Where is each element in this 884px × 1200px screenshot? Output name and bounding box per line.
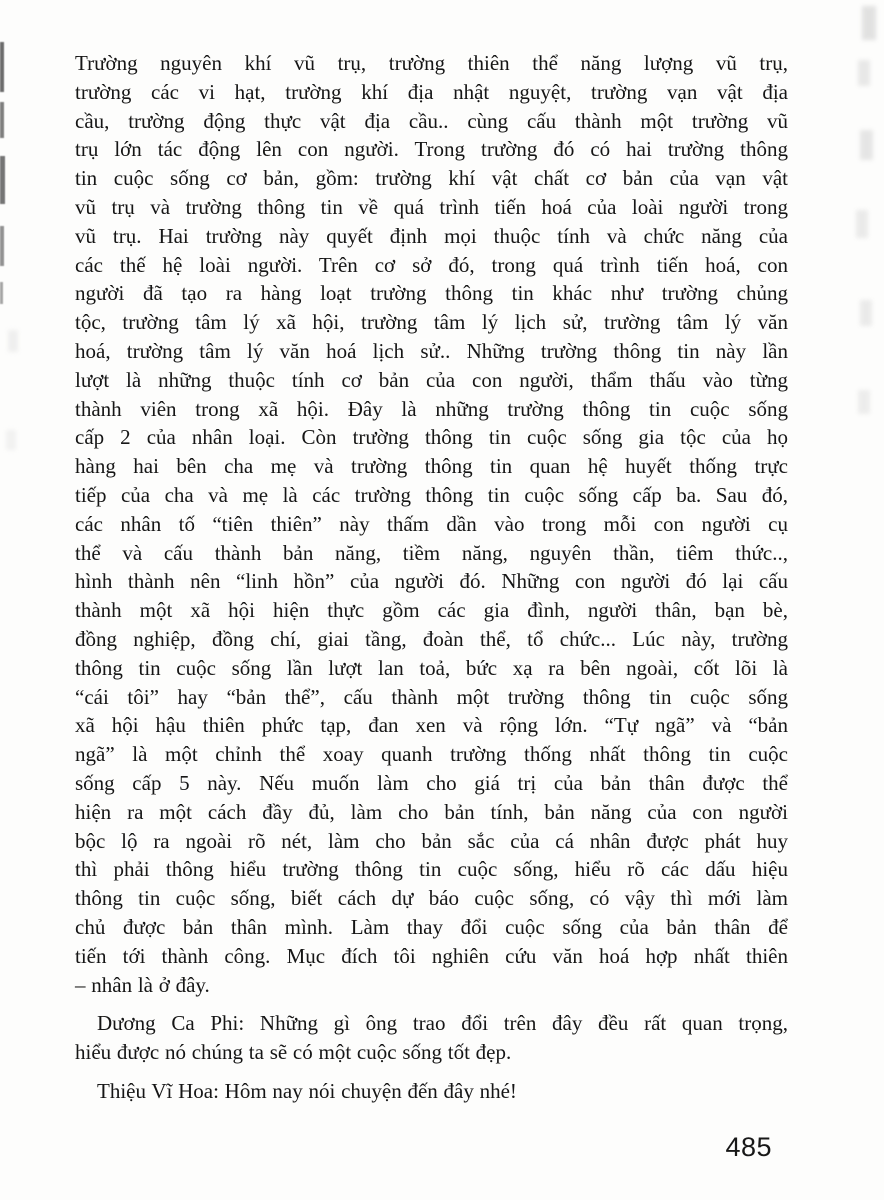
- scan-smudge: [862, 6, 876, 40]
- text-line: bộc lộ ra ngoài rõ nét, làm cho bản sắc của cá nhân được phát huy: [75, 828, 788, 853]
- body-text: [75, 49, 788, 1106]
- text-line: tộc, trường tâm lý xã hội, trường tâm lý lịch sử, trường tâm lý văn: [75, 310, 788, 335]
- text-line: hình thành nên “linh hồn” của người đó. Những con người đó lại cấu: [75, 569, 788, 594]
- scan-edge-mark: [0, 226, 4, 266]
- text-line: hiểu được nó chúng ta sẽ có một cuộc sống tốt đẹp.: [75, 1040, 512, 1065]
- text-line: thông tin cuộc sống, biết cách dự báo cuộc sống, có vậy thì mới làm: [75, 886, 788, 911]
- text-line: chủ được bản thân mình. Làm thay đổi cuộc sống của bản thân để: [75, 914, 788, 939]
- text-line: thành một xã hội hiện thực gồm các gia đình, người thân, bạn bè,: [75, 598, 788, 623]
- text-line: “cái tôi” hay “bản thể”, cấu thành một trường thông tin cuộc sống: [75, 684, 788, 709]
- text-line: cấp 2 của nhân loại. Còn trường thông tin cuộc sống gia tộc của họ: [75, 425, 788, 450]
- text-line: Dương Ca Phi: Những gì ông trao đổi trên đây đều rất quan trọng,: [97, 1011, 788, 1036]
- text-line: – nhân là ở đây.: [75, 972, 210, 997]
- text-line: thể và cấu thành bản năng, tiềm năng, nguyên thần, tiêm thức..,: [75, 540, 788, 565]
- text-line: đồng nghiệp, đồng chí, giai tầng, đoàn thể, tổ chức... Lúc này, trường: [75, 626, 788, 651]
- text-line: các thế hệ loài người. Trên cơ sở đó, trong quá trình tiến hoá, con: [75, 252, 788, 277]
- text-line: hiện ra một cách đầy đủ, làm cho bản tính, bản năng của con người: [75, 799, 788, 824]
- text-line: tiến tới thành công. Mục đích tôi nghiên cứu văn hoá hợp nhất thiên: [75, 943, 788, 968]
- text-line: thì phải thông hiểu trường thông tin cuộc sống, hiểu rõ các dấu hiệu: [75, 857, 788, 882]
- text-line: thành viên trong xã hội. Đây là những trường thông tin cuộc sống: [75, 396, 788, 421]
- paragraph: [75, 49, 788, 999]
- text-line: lượt là những thuộc tính cơ bản của con người, thẩm thấu vào từng: [75, 367, 788, 392]
- text-line: Thiệu Vĩ Hoa: Hôm nay nói chuyện đến đây nhé!: [97, 1078, 517, 1103]
- text-line: vũ trụ. Hai trường này quyết định mọi thuộc tính và chức năng của: [75, 223, 788, 248]
- paragraph: [75, 1009, 788, 1067]
- scan-smudge: [860, 300, 872, 326]
- text-line: trụ lớn tác động lên con người. Trong trường đó có hai trường thông: [75, 137, 788, 162]
- scan-smudge: [8, 330, 18, 352]
- text-line: hoá, trường tâm lý văn hoá lịch sử.. Những trường thông tin này lần: [75, 338, 788, 363]
- text-line: xã hội hậu thiên phức tạp, đan xen và rộng lớn. “Tự ngã” và “bản: [75, 713, 788, 738]
- scan-edge-mark: [0, 156, 5, 204]
- text-line: các nhân tố “tiên thiên” này thấm dần vào trong mỗi con người cụ: [75, 511, 788, 536]
- scan-smudge: [856, 210, 868, 238]
- text-line: người đã tạo ra hàng loạt trường thông tin khác như trường chủng: [75, 281, 788, 306]
- scan-edge-mark: [0, 102, 4, 138]
- scan-smudge: [858, 60, 870, 86]
- scan-smudge: [860, 130, 873, 160]
- text-line: tiếp của cha và mẹ là các trường thông tin cuộc sống cấp ba. Sau đó,: [75, 482, 788, 507]
- scan-smudge: [6, 430, 16, 450]
- text-line: trường các vi hạt, trường khí địa nhật nguyệt, trường vạn vật địa: [75, 79, 788, 104]
- text-line: sống cấp 5 này. Nếu muốn làm cho giá trị của bản thân được thể: [75, 770, 788, 795]
- text-line: vũ trụ và trường thông tin về quá trình tiến hoá của loài người trong: [75, 194, 788, 219]
- text-line: thông tin cuộc sống lần lượt lan toả, bức xạ ra bên ngoài, cốt lõi là: [75, 655, 788, 680]
- paragraph: [75, 1077, 788, 1106]
- scan-smudge: [858, 390, 870, 414]
- page-number: 485: [725, 1132, 772, 1162]
- text-line: cầu, trường động thực vật địa cầu.. cùng cấu thành một trường vũ: [75, 108, 788, 133]
- scan-edge-mark: [0, 282, 3, 304]
- text-line: tin cuộc sống cơ bản, gồm: trường khí vật chất cơ bản của vạn vật: [75, 166, 788, 191]
- text-line: hàng hai bên cha mẹ và trường thông tin quan hệ huyết thống trực: [75, 454, 788, 479]
- text-line: Trường nguyên khí vũ trụ, trường thiên thể năng lượng vũ trụ,: [75, 51, 788, 75]
- scan-edge-mark: [0, 42, 4, 92]
- text-line: ngã” là một chỉnh thể xoay quanh trường thống nhất thông tin cuộc: [75, 742, 788, 767]
